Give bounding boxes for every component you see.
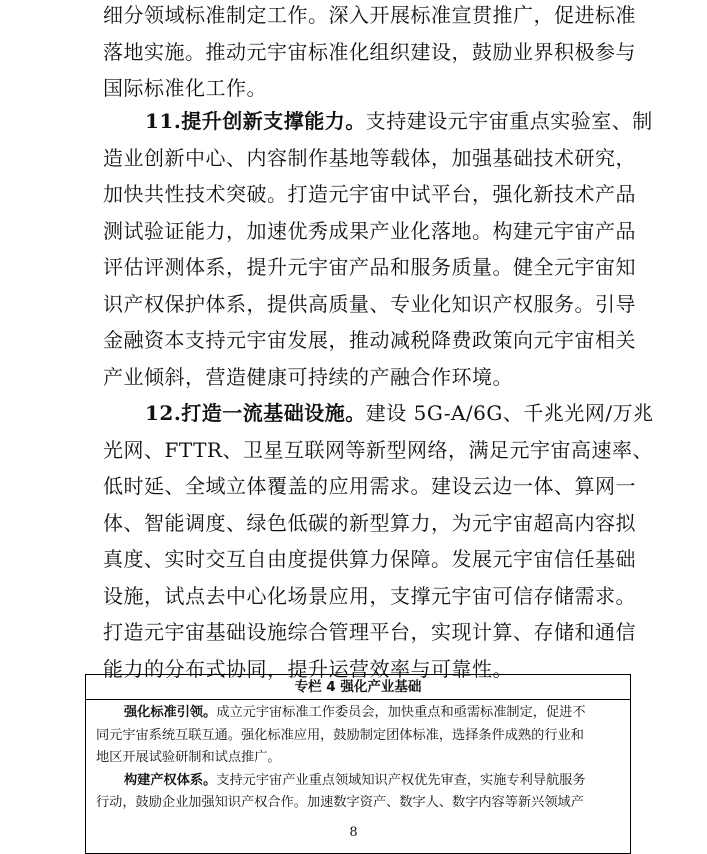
box-p2-heading: 构建产权体系。 (124, 772, 217, 788)
box-text-line: 地区开展试验研制和试点推广。 (96, 750, 281, 765)
text-line: 光网、FTTR、卫星互联网等新型网络，满足元宇宙高速率、 (103, 437, 653, 462)
box-p2-first-line (96, 770, 620, 793)
box-p1-first-line-text: 成立元宇宙标准工作委员会，加快重点和亟需标准制定，促进不 (216, 705, 586, 720)
text-line: 产业倾斜，营造健康可持续的产融合作环境。 (103, 364, 513, 389)
text-line: 体、智能调度、绿色低碳的新型算力，为元宇宙超高内容拟 (103, 510, 636, 535)
box-text-line: 行动，鼓励企业加强知识产权合作。加速数字资产、数字人、数字内容等新兴领域产 (96, 795, 584, 810)
text-line: 细分领域标准制定工作。深入开展标准宣贯推广，促进标准 (103, 3, 636, 27)
text-line: 低时延、全域立体覆盖的应用需求。建设云边一体、算网一 (103, 474, 636, 498)
text-line: 设施，试点去中心化场景应用，支撑元宇宙可信存储需求。 (103, 583, 636, 608)
text-line: 识产权保护体系，提供高质量、专业化知识产权服务。引导 (103, 291, 636, 316)
text-line: 落地实施。推动元宇宙标准化组织建设，鼓励业界积极参与 (103, 39, 636, 64)
item-11-heading: 11.提升创新支撑能力。 (145, 109, 366, 133)
text-line: 评估评测体系，提升元宇宙产品和服务质量。健全元宇宙知 (103, 255, 636, 279)
text-line: 打造元宇宙基础设施综合管理平台，实现计算、存储和通信 (103, 620, 636, 644)
text-line: 造业创新中心、内容制作基地等载体，加强基础技术研究， (103, 145, 636, 170)
text-line: 国际标准化工作。 (103, 76, 267, 100)
page-number: 8 (349, 825, 358, 840)
box-p1-first-line (96, 702, 620, 725)
box-p1-heading: 强化标准引领。 (124, 705, 217, 720)
item-12-first-line (103, 395, 654, 432)
item-12-first-line-text: 建设 5G-A/6G、千兆光网/万兆 (365, 401, 654, 425)
column-box-body (86, 700, 630, 815)
text-line: 能力的分布式协同，提升运营效率与可靠性。 (103, 656, 513, 681)
box-p2-first-line-text: 支持元宇宙产业重点领域知识产权优先审查，实施专利导航服务 (216, 772, 586, 788)
continued-paragraph (103, 0, 636, 107)
text-line: 真度、实时交互自由度提供算力保障。发展元宇宙信任基础 (103, 547, 636, 571)
text-line: 加快共性技术突破。打造元宇宙中试平台，强化新技术产品 (103, 182, 636, 206)
text-line: 测试验证能力，加速优秀成果产业化落地。构建元宇宙产品 (103, 218, 636, 243)
text-line: 金融资本支持元宇宙发展，推动减税降费政策向元宇宙相关 (103, 328, 636, 352)
column-box-title: 专栏 4 强化产业基础 (86, 675, 630, 700)
item-11-first-line-text: 支持建设元宇宙重点实验室、制 (365, 109, 653, 133)
item-11-first-line (103, 103, 653, 140)
item-12-paragraph (103, 395, 654, 687)
box-text-line: 同元宇宙系统互联互通。强化标准应用，鼓励制定团体标准，选择条件成熟的行业和 (96, 727, 584, 743)
item-12-heading: 12.打造一流基础设施。 (145, 401, 366, 425)
item-11-paragraph (103, 103, 653, 395)
